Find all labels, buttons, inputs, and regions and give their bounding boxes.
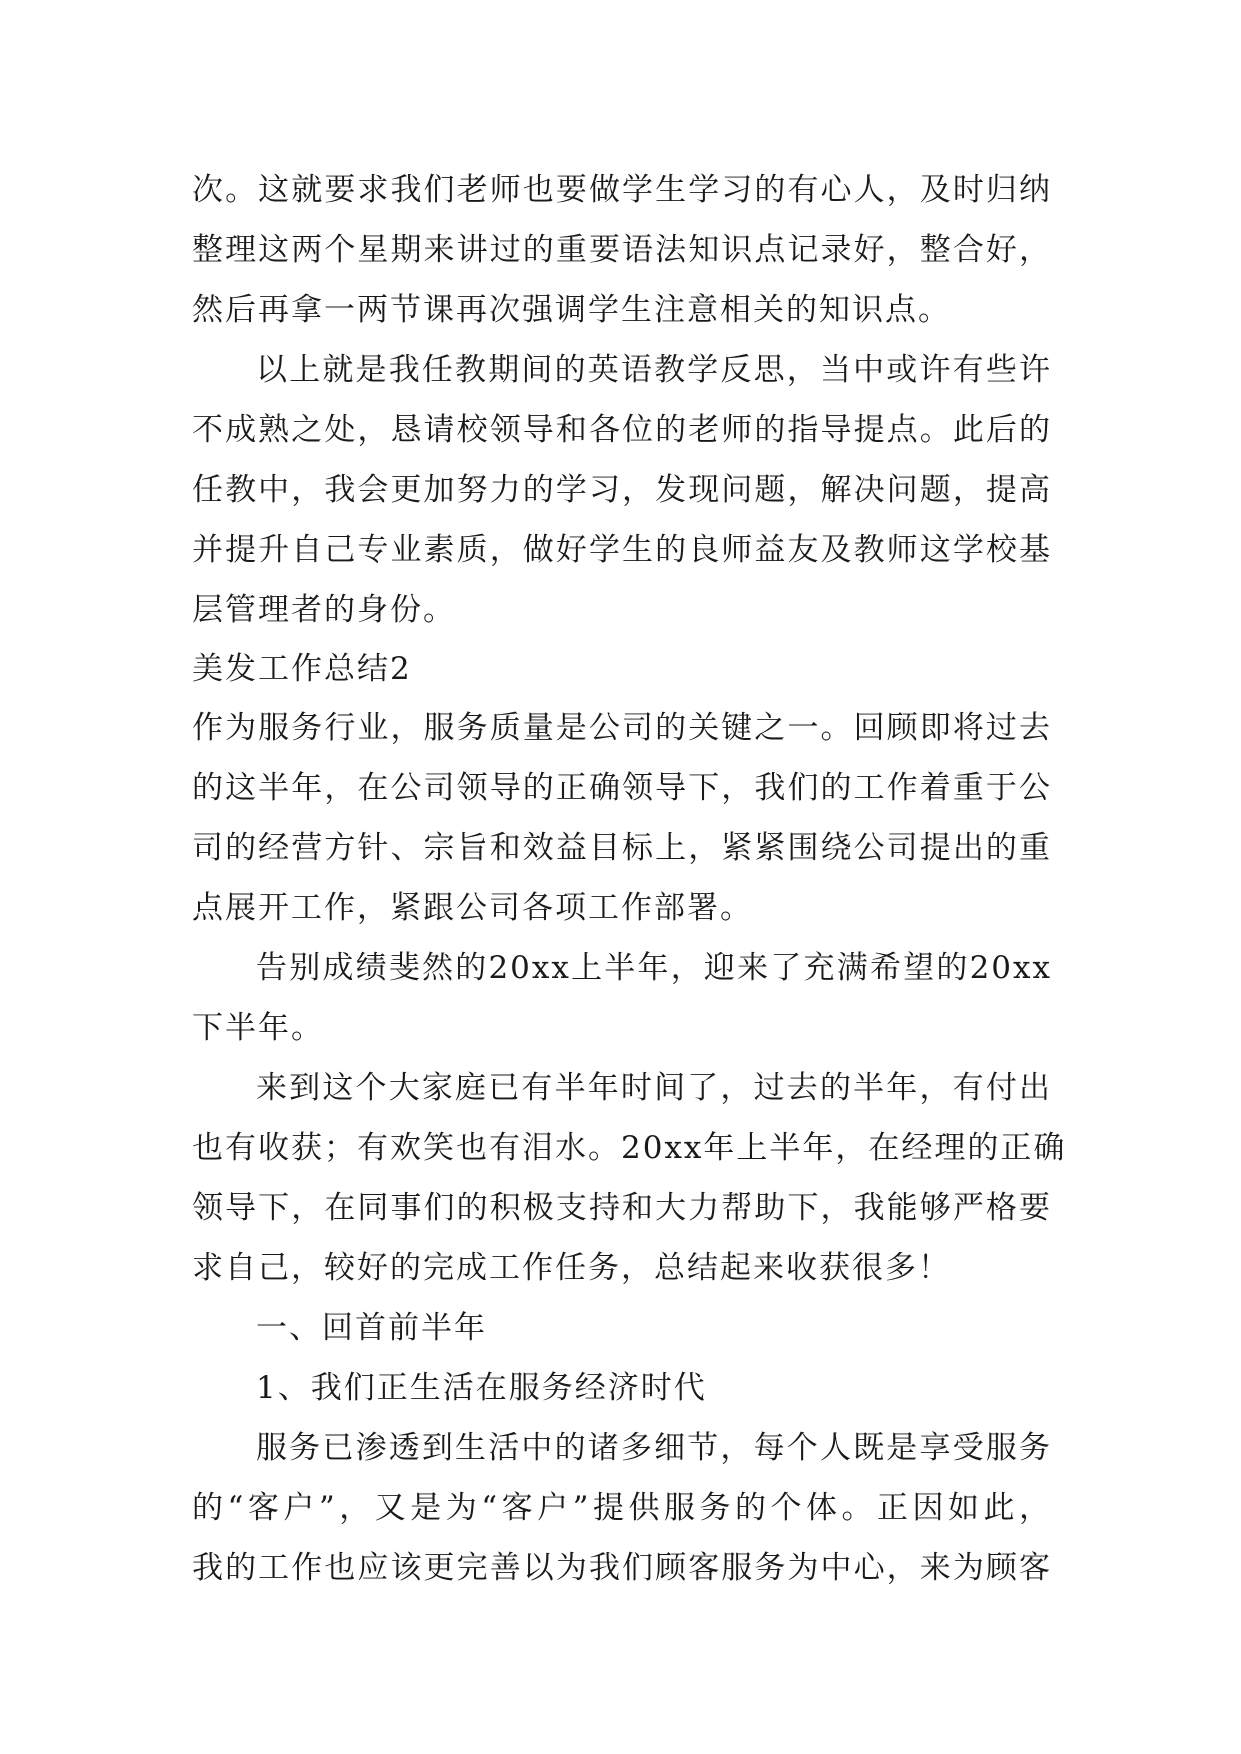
text-line: 求自己，较好的完成工作任务，总结起来收获很多！ xyxy=(192,1250,951,1286)
text-line: 并提升自己专业素质，做好学生的良师益友及教师这学校基 xyxy=(192,532,1052,568)
text-line: 然后再拿一两节课再次强调学生注意相关的知识点。 xyxy=(192,292,951,328)
subsection-heading: 1、我们正生活在服务经济时代 xyxy=(256,1370,707,1406)
text-line: 层管理者的身份。 xyxy=(192,592,456,628)
text-line: 领导下，在同事们的积极支持和大力帮助下，我能够严格要 xyxy=(192,1190,1052,1226)
text-line: 也有收获；有欢笑也有泪水。20xx年上半年，在经理的正确 xyxy=(192,1130,1067,1166)
text-line: 司的经营方针、宗旨和效益目标上，紧紧围绕公司提出的重 xyxy=(192,830,1052,866)
text-line: 作为服务行业，服务质量是公司的关键之一。回顾即将过去 xyxy=(192,710,1052,746)
text-line: 点展开工作，紧跟公司各项工作部署。 xyxy=(192,890,753,926)
paragraph-start-line: 服务已渗透到生活中的诸多细节，每个人既是享受服务 xyxy=(256,1430,1052,1466)
paragraph-start-line: 来到这个大家庭已有半年时间了，过去的半年，有付出 xyxy=(256,1070,1052,1106)
text-line: 不成熟之处，恳请校领导和各位的老师的指导提点。此后的 xyxy=(192,412,1052,448)
text-line: 任教中，我会更加努力的学习，发现问题，解决问题，提高 xyxy=(192,472,1052,508)
text-line: 我的工作也应该更完善以为我们顾客服务为中心，来为顾客 xyxy=(192,1550,1052,1586)
section-heading: 美发工作总结2 xyxy=(192,651,412,687)
text-line: 的这半年，在公司领导的正确领导下，我们的工作着重于公 xyxy=(192,770,1052,806)
text-line: 次。这就要求我们老师也要做学生学习的有心人，及时归纳 xyxy=(192,172,1052,208)
paragraph-start-line: 以上就是我任教期间的英语教学反思，当中或许有些许 xyxy=(256,352,1052,388)
text-line: 的“客户”，又是为“客户”提供服务的个体。正因如此， xyxy=(192,1490,1052,1526)
document-body xyxy=(192,160,1067,1598)
subsection-heading: 一、回首前半年 xyxy=(256,1310,487,1346)
text-line: 整理这两个星期来讲过的重要语法知识点记录好，整合好， xyxy=(192,232,1052,268)
text-line: 下半年。 xyxy=(192,1010,324,1046)
paragraph-start-line: 告别成绩斐然的20xx上半年，迎来了充满希望的20xx xyxy=(256,950,1052,986)
